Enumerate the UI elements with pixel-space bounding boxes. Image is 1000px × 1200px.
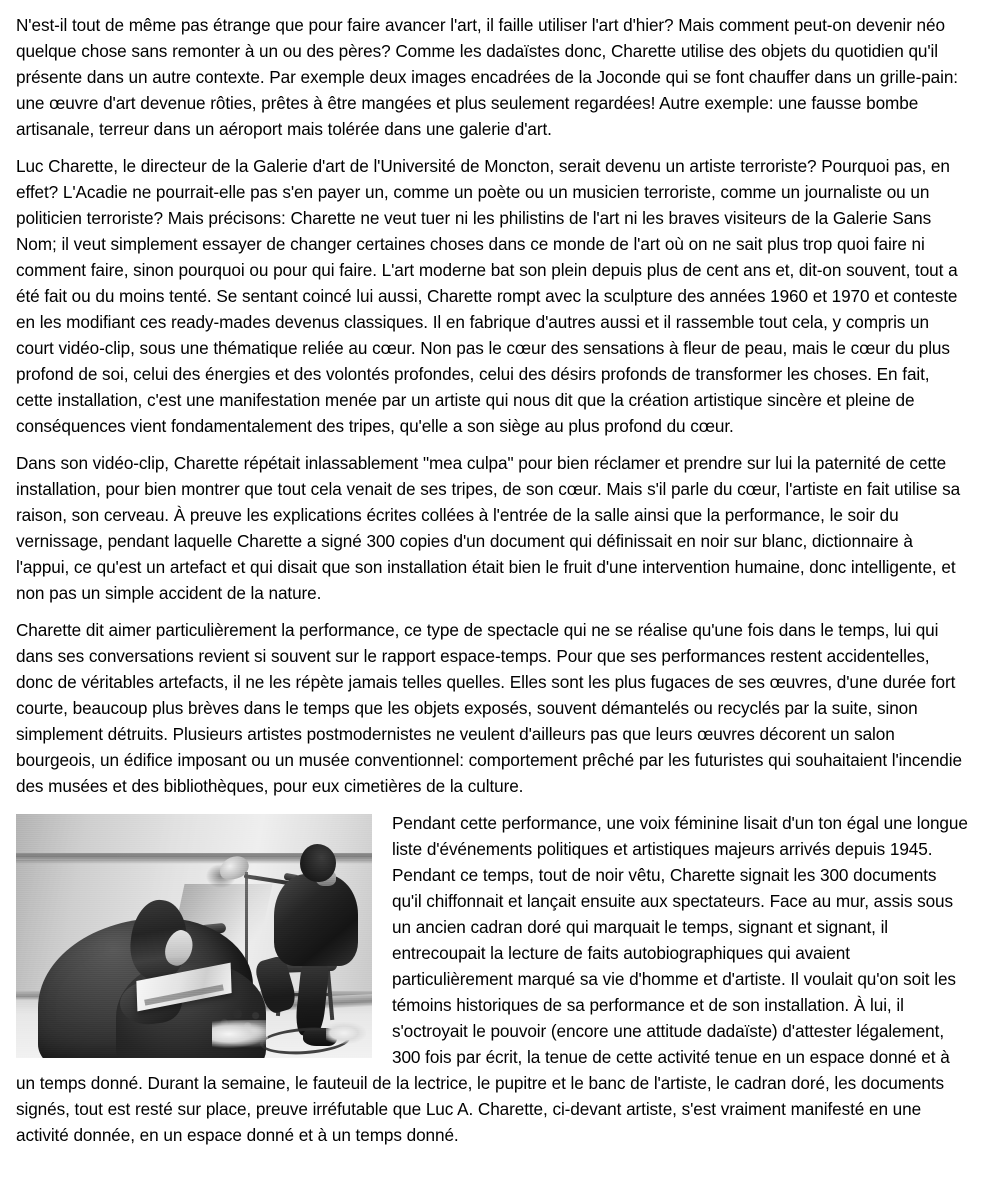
photo-artist-torso xyxy=(274,874,358,966)
paragraph-1: N'est-il tout de même pas étrange que pour faire avancer l'art, il faille utiliser l'art d'hier? Mais comment peut-on devenir néo quelque chose sans remonter à un ou des pères? Comme les dadaïstes donc, Charette utilise des objets du quotidien qu'il présente dans un autre contexte. Par exemple deux images encadrées de la Joconde qui se font chauffer dans un grille-pain: une œuvre d'art devenue rôties, prêtes à être mangées et plus seulement regardées! Autre exemple: une fausse bombe artisanale, terreur dans un aéroport mais tolérée dans une galerie d'art. xyxy=(16,15,958,139)
performance-photo-figure xyxy=(16,814,372,1058)
photo-artist-head xyxy=(300,844,336,882)
photo-crumpled-papers-right xyxy=(326,1022,366,1044)
paragraph-3: Dans son vidéo-clip, Charette répétait inlassablement "mea culpa" pour bien réclamer et prendre sur lui la paternité de cette installation, pour bien montrer que tout cela venait de ses tripes, de son cœur. Mais s'il parle du cœur, l'artiste en fait utilise sa raison, son cerveau. À preuve les explications écrites collées à l'entrée de la salle ainsi que la performance, le soir du vernissage, pendant laquelle Charette a signé 300 copies d'un document qui définissait en noir sur blanc, dictionnaire à l'appui, ce qu'est un artefact et qui disait que son installation était bien le fruit d'une intervention humaine, donc intelligente, et non pas un simple accident de la nature. xyxy=(16,453,961,603)
photo-crumpled-papers xyxy=(212,1020,268,1048)
paragraph-2: Luc Charette, le directeur de la Galerie d'art de l'Université de Moncton, serait devenu un artiste terroriste? Pourquoi pas, en effet? L'Acadie ne pourrait-elle pas s'en payer un, comme un poète ou un musicien terroriste, comme un journaliste ou un politicien terroriste? Mais précisons: Charette ne veut tuer ni les philistins de l'art ni les braves visiteurs de la Galerie Sans Nom; il veut simplement essayer de changer certaines choses dans ce monde de l'art où on ne sait plus trop quoi faire ni comment faire, sinon pourquoi ou pour qui faire. L'art moderne bat son plein depuis plus de cent ans et, dit-on souvent, tout a été fait ou du moins tenté. Se sentant coincé lui aussi, Charette rompt avec la sculpture des années 1960 et 1970 et conteste en les modifiant ces ready-mades devenus classiques. Il en fabrique d'autres aussi et il rassemble tout cela, y compris un court vidéo-clip, sous une thématique reliée au cœur. Non pas le cœur des sensations à fleur de peau, mais le cœur du plus profond de soi, celui des énergies et des volontés profondes, celui des désirs profonds de transformer les choses. En fait, cette installation, c'est une manifestation menée par un artiste qui nous dit que la création artistique sincère et pleine de conséquences vient fondamentalement des tripes, qu'elle a son siège au plus profond du cœur. xyxy=(16,156,958,436)
article-body xyxy=(16,12,968,1148)
performance-photo xyxy=(16,814,372,1058)
paragraph-4: Charette dit aimer particulièrement la performance, ce type de spectacle qui ne se réalise qu'une fois dans le temps, lui qui dans ses conversations revient si souvent sur le rapport espace-temps. Pour que ses performances restent accidentelles, donc de véritables artefacts, il ne les répète jamais telles quelles. Elles sont les plus fugaces de ses œuvres, d'une durée fort courte, beaucoup plus brèves dans le temps que les objets exposés, souvent démantelés ou recyclés par la suite, sinon simplement détruits. Plusieurs artistes postmodernistes ne veulent d'ailleurs pas que leurs œuvres décorent un salon bourgeois, un édifice imposant ou un musée conventionnel: comportement prêché par les futuristes qui souhaitaient l'incendie des musées et des bibliothèques, pour eux cimetières de la culture. xyxy=(16,620,962,796)
paragraph-5: Pendant cette performance, une voix féminine lisait d'un ton égal une longue liste d'événements politiques et artistiques majeurs arrivés depuis 1945. Pendant ce temps, tout de noir vêtu, Charette signait les 300 documents qu'il chiffonnait et lançait ensuite aux spectateurs. Face au mur, assis sous un ancien cadran doré qui marquait le temps, signant et signant, il entrecoupait la lecture de faits autobiographiques qui avaient particulièrement marqué sa vie d'homme et d'artiste. Il voulait qu'on soit les témoins historiques de sa performance et de son installation. À lui, il s'octroyait le pouvoir (encore une attitude dadaïste) d'attester légalement, 300 fois par écrit, la tenue de cette activité tenue en un espace donné et à un temps donné. Durant la semaine, le fauteuil de la lectrice, le pupitre et le banc de l'artiste, le cadran doré, les documents signés, tout est resté sur place, preuve irréfutable que Luc A. Charette, ci-devant artiste, s'est vraiment manifesté en une activité donnée, en un espace donné et à un temps donné. xyxy=(16,813,968,1145)
